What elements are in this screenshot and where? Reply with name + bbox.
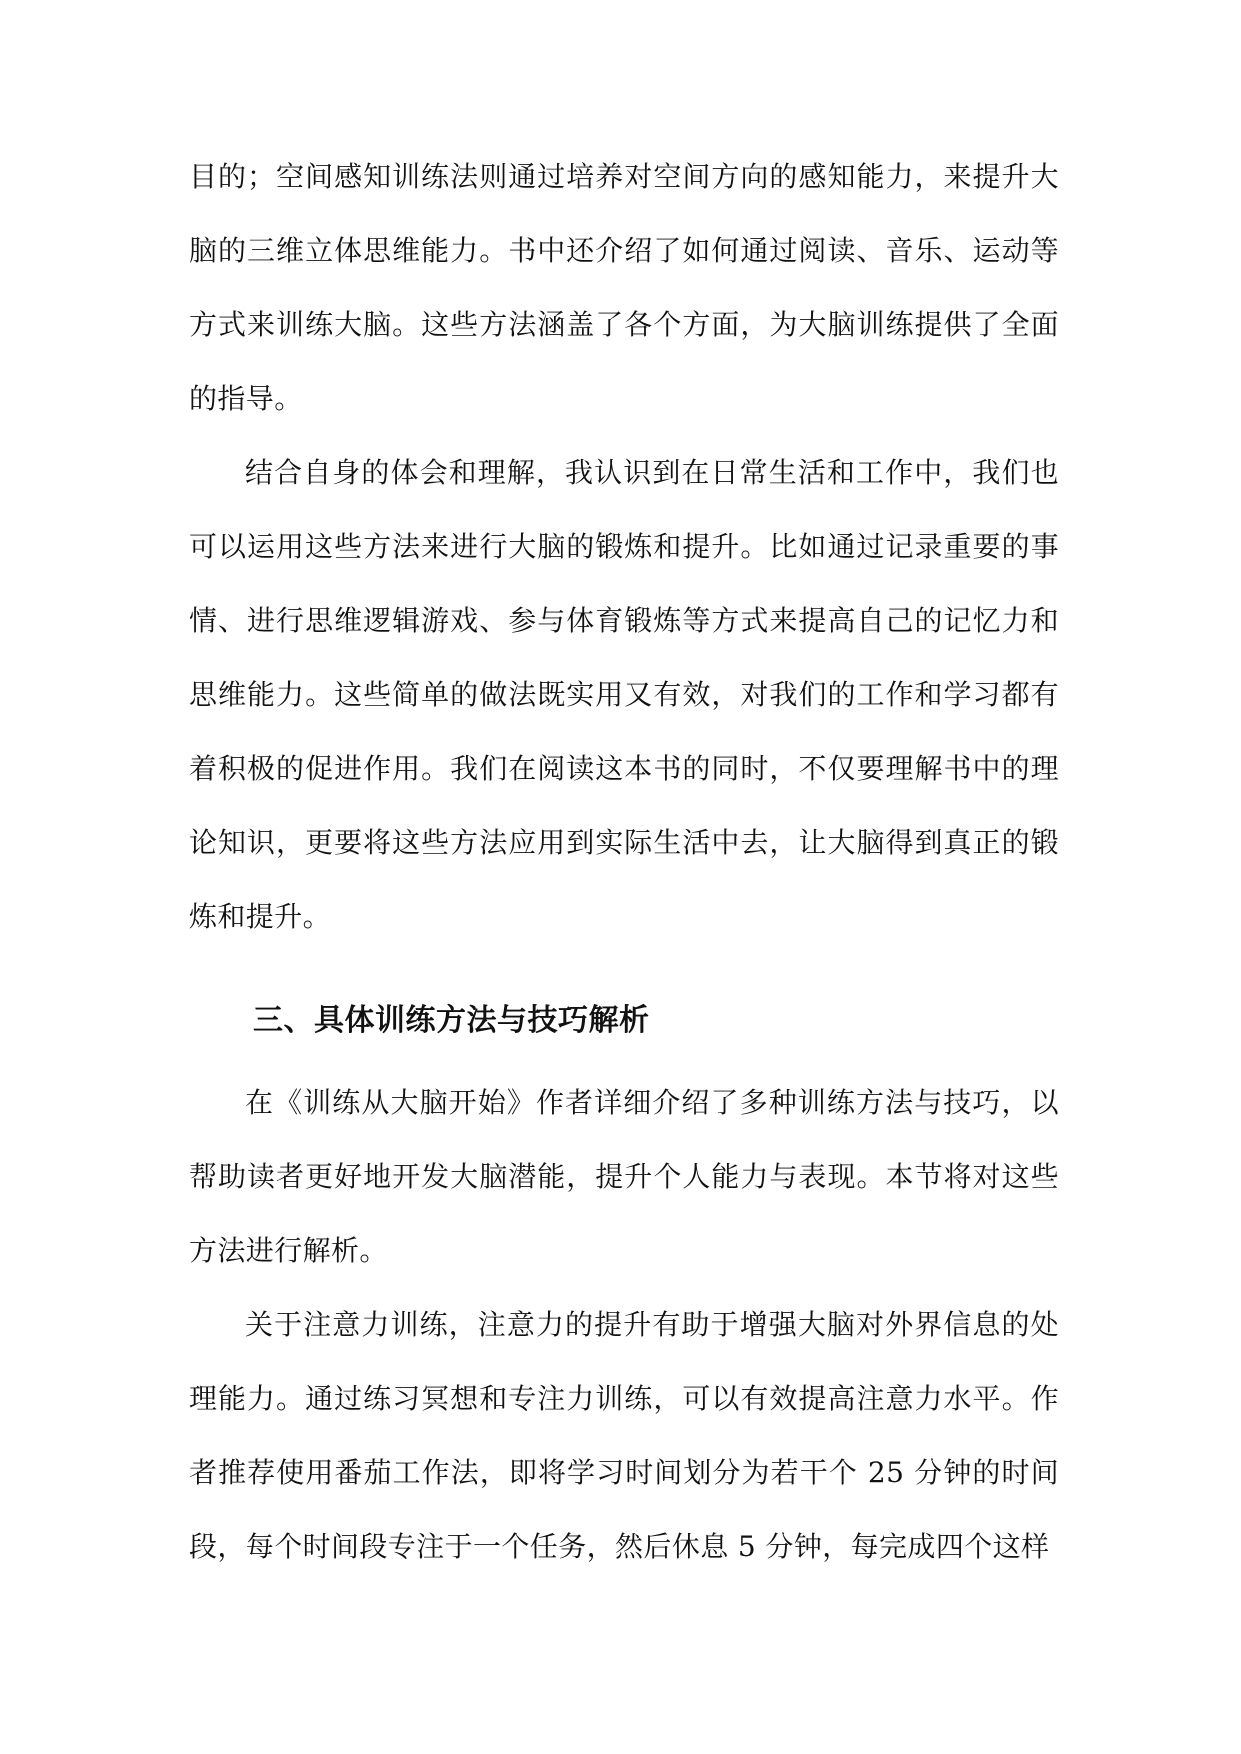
paragraph-continued: 目的；空间感知训练法则通过培养对空间方向的感知能力，来提升大脑的三维立体思维能力。书中还介绍了如何通过阅读、音乐、运动等方式来训练大脑。这些方法涵盖了各个方面，为大脑训练提供了全面的指导。 [189, 160, 1059, 415]
paragraph-reflection: 结合自身的体会和理解，我认识到在日常生活和工作中，我们也可以运用这些方法来进行大脑的锻炼和提升。比如通过记录重要的事情、进行思维逻辑游戏、参与体育锻炼等方式来提高自己的记忆力和思维能力。这些简单的做法既实用又有效，对我们的工作和学习都有着积极的促进作用。我们在阅读这本书的同时，不仅要理解书中的理论知识，更要将这些方法应用到实际生活中去，让大脑得到真正的锻炼和提升。 [189, 456, 1059, 933]
document-body [189, 140, 1059, 1584]
paragraph-section-intro: 在《训练从大脑开始》作者详细介绍了多种训练方法与技巧，以帮助读者更好地开发大脑潜能，提升个人能力与表现。本节将对这些方法进行解析。 [189, 1086, 1059, 1267]
paragraph-attention-training: 关于注意力训练，注意力的提升有助于增强大脑对外界信息的处理能力。通过练习冥想和专注力训练，可以有效提高注意力水平。作者推荐使用番茄工作法，即将学习时间划分为若干个 25 分钟的时间段，每个时间段专注于一个任务，然后休息 5 分钟，每完成四个这样 [189, 1308, 1059, 1563]
section-heading: 三、具体训练方法与技巧解析 [253, 1003, 650, 1038]
